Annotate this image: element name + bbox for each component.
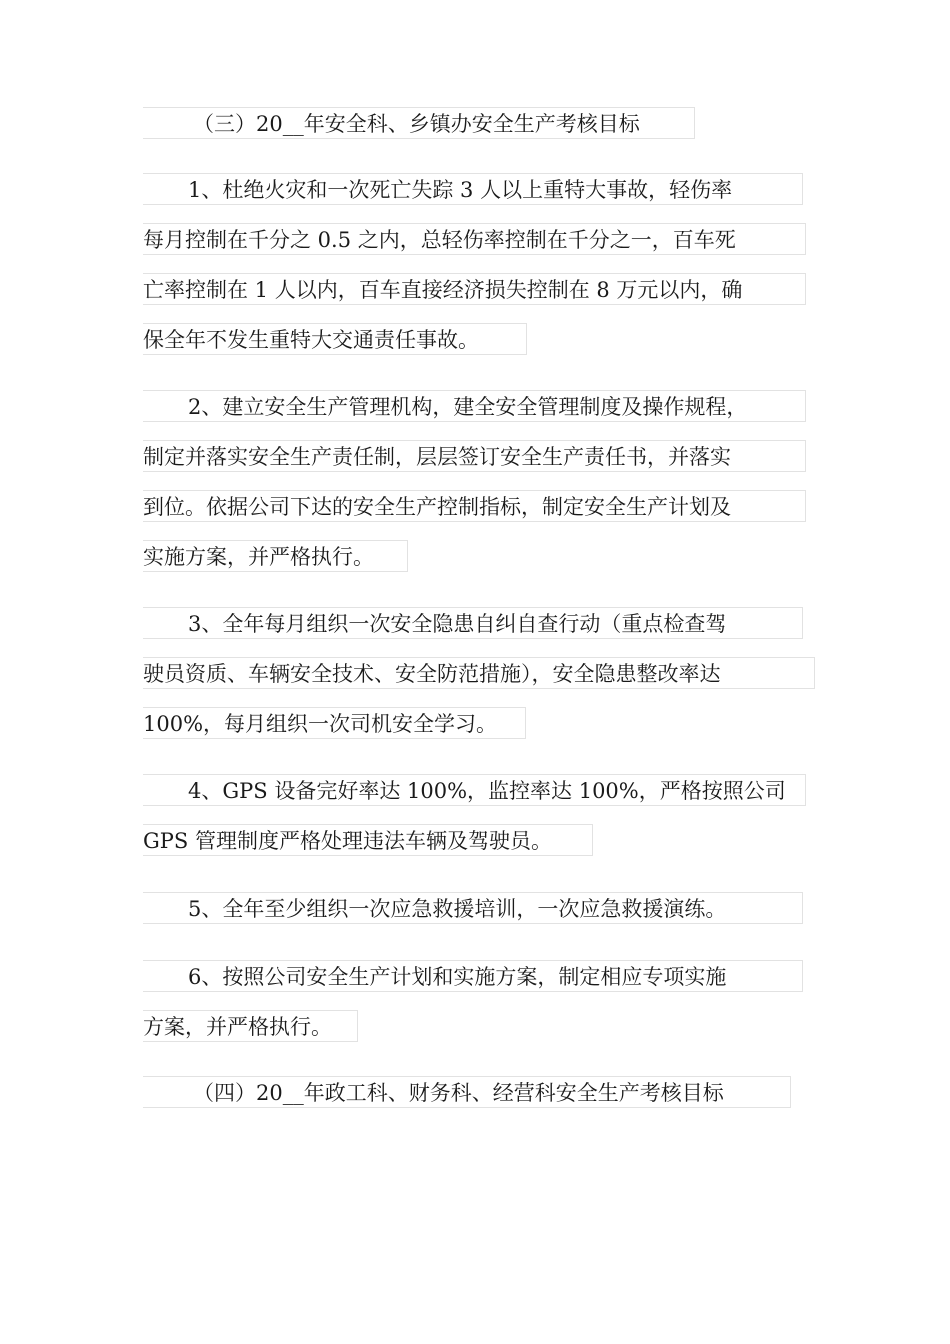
item-3-line-2: 驶员资质、车辆安全技术、安全防范措施），安全隐患整改率达 <box>143 657 815 689</box>
item-1-line-2: 每月控制在千分之 0.5 之内，总轻伤率控制在千分之一，百车死 <box>143 223 806 255</box>
item-1-line-3: 亡率控制在 1 人以内，百车直接经济损失控制在 8 万元以内，确 <box>143 273 806 305</box>
item-3-line-3: 100%，每月组织一次司机安全学习。 <box>143 707 526 739</box>
item-6-line-2: 方案，并严格执行。 <box>143 1010 358 1042</box>
item-2-line-2: 制定并落实安全生产责任制，层层签订安全生产责任书，并落实 <box>143 440 806 472</box>
item-2-line-4: 实施方案，并严格执行。 <box>143 540 408 572</box>
item-4-line-2: GPS 管理制度严格处理违法车辆及驾驶员。 <box>143 824 593 856</box>
item-2-line-1: 2、建立安全生产管理机构，建全安全管理制度及操作规程， <box>143 390 806 422</box>
section-heading-4: （四）20__年政工科、财务科、经营科安全生产考核目标 <box>143 1076 791 1108</box>
item-1-line-1: 1、杜绝火灾和一次死亡失踪 3 人以上重特大事故，轻伤率 <box>143 173 803 205</box>
section-heading-3: （三）20__年安全科、乡镇办安全生产考核目标 <box>143 107 695 139</box>
item-1-line-4: 保全年不发生重特大交通责任事故。 <box>143 323 527 355</box>
item-5-line-1: 5、全年至少组织一次应急救援培训，一次应急救援演练。 <box>143 892 803 924</box>
item-2-line-3: 到位。依据公司下达的安全生产控制指标，制定安全生产计划及 <box>143 490 806 522</box>
item-6-line-1: 6、按照公司安全生产计划和实施方案，制定相应专项实施 <box>143 960 803 992</box>
item-3-line-1: 3、全年每月组织一次安全隐患自纠自查行动（重点检查驾 <box>143 607 803 639</box>
item-4-line-1: 4、GPS 设备完好率达 100%，监控率达 100%，严格按照公司 <box>143 774 806 806</box>
